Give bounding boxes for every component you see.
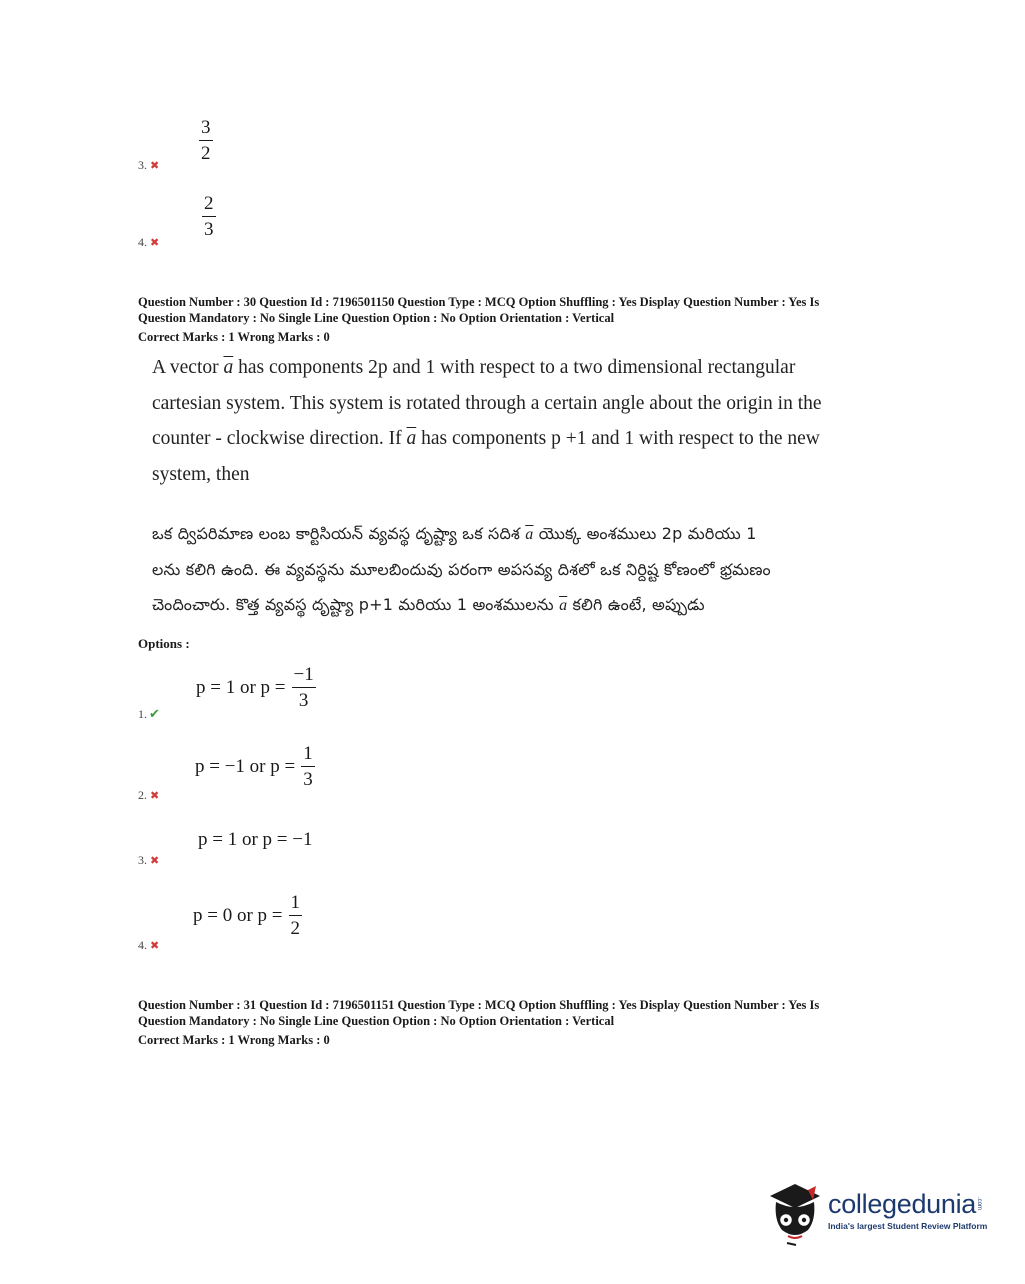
graduate-mascot-icon	[764, 1174, 826, 1246]
q31-meta	[138, 997, 908, 1048]
prev-option-3-number: 3. ✖	[138, 158, 160, 172]
vector-a-symbol: $\overline{a}$	[406, 428, 417, 449]
q30-meta	[138, 294, 908, 345]
options-label: Options :	[138, 636, 190, 651]
q30-option-2-value: p = −1 or p = $\frac{1}{3}$	[195, 743, 313, 790]
wrong-mark-icon: ✖	[150, 855, 160, 867]
q30-option-1-value: p = 1 or p = $\frac{-1}{3}$	[196, 664, 314, 711]
prev-option-4-number: 4. ✖	[138, 235, 160, 249]
q30-option-3-value: p = 1 or p = −1	[198, 829, 313, 850]
wrong-mark-icon: ✖	[150, 940, 160, 952]
logo-tagline: India's largest Student Review Platform	[828, 1221, 988, 1231]
vector-a-symbol: $\overline{a}$	[559, 597, 568, 614]
wrong-mark-icon: ✖	[150, 160, 160, 172]
prev-option-3-value: $\frac{3}{2}$	[201, 117, 211, 164]
vector-a-symbol: $\overline{a}$	[525, 526, 534, 543]
q31-meta-line2: Question Mandatory : No Single Line Question Option : No Option Orientation : Vertical	[138, 1014, 615, 1028]
q30-meta-line1: Question Number : 30 Question Id : 7196501150 Question Type : MCQ Option Shuffling : Yes Display Question Number : Yes Is	[138, 295, 820, 309]
q30-meta-line2: Question Mandatory : No Single Line Question Option : No Option Orientation : Vertical	[138, 311, 615, 325]
q30-option-1-number: 1. ✔	[138, 706, 160, 721]
prev-option-4-value: $\frac{2}{3}$	[204, 193, 214, 240]
logo-text-block	[828, 1189, 987, 1231]
wrong-mark-icon: ✖	[150, 237, 160, 249]
correct-check-icon: ✔	[149, 706, 160, 721]
vector-a-symbol: $\overline{a}$	[223, 357, 234, 378]
q30-option-2-number: 2. ✖	[138, 788, 160, 802]
q31-marks: Correct Marks : 1 Wrong Marks : 0	[138, 1033, 330, 1047]
collegedunia-logo	[764, 1174, 987, 1246]
q30-option-4-value: p = 0 or p = $\frac{1}{2}$	[193, 892, 301, 939]
q30-option-3-number: 3. ✖	[138, 853, 160, 867]
q30-marks: Correct Marks : 1 Wrong Marks : 0	[138, 330, 330, 344]
logo-suffix: .com	[976, 1197, 983, 1211]
wrong-mark-icon: ✖	[150, 790, 160, 802]
logo-wordmark: collegedunia	[828, 1189, 977, 1219]
q31-meta-line1: Question Number : 31 Question Id : 7196501151 Question Type : MCQ Option Shuffling : Yes Display Question Number : Yes Is	[138, 998, 820, 1012]
q30-telugu-text: ఒక ద్విపరిమాణ లంబ కార్టిసియన్ వ్యవస్థ దృష్ట్యా ఒక సదిశ $\overline{a}$ యొక్క అంశములు 2p మరియు 1 లను కలిగి ఉంది. ఈ వ్యవస్థను మూలబిందువు పరంగా అపసవ్య దిశలో ఒక నిర్దిష్ట కోణంలో భ్రమణం చెందించారు. కొత్త వ్యవస్థ దృష్ట్యా p+1 మరియు 1 అంశములను $\overline{a}$ కలిగి ఉంటే, అప్పుడు	[152, 524, 771, 614]
q30-option-4-number: 4. ✖	[138, 938, 160, 952]
q30-english-text: A vector $\overline{a}$ has components 2p and 1 with respect to a two dimensional rectangular cartesian system. This system is rotated through a certain angle about the origin in the counter - clockwise direction. If $\overline{a}$ has components p +1 and 1 with respect to the new system, then	[152, 357, 822, 485]
